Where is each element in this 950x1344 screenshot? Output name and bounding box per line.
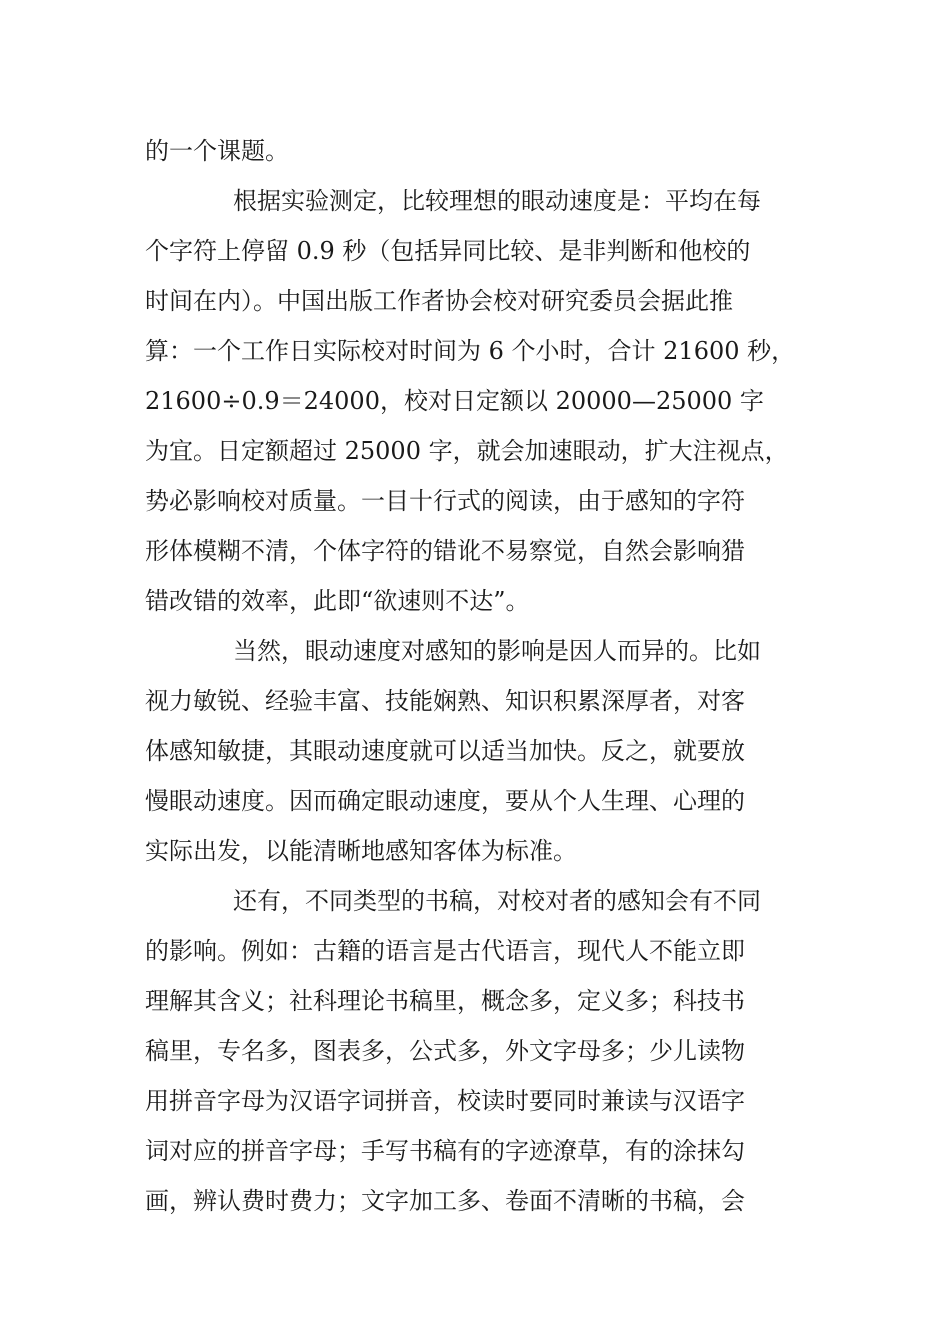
text-line: 错改错的效率，此即“欲速则不达”。 [145, 587, 530, 615]
text-line: 还有，不同类型的书稿，对校对者的感知会有不同 [233, 887, 761, 915]
text-line: 词对应的拼音字母；手写书稿有的字迹潦草，有的涂抹勾 [145, 1137, 745, 1165]
text-line: 用拼音字母为汉语字词拼音，校读时要同时兼读与汉语字 [145, 1087, 745, 1115]
text-line: 21600÷0.9＝24000，校对日定额以 20000—25000 字 [145, 387, 764, 415]
text-line: 个字符上停留 0.9 秒（包括异同比较、是非判断和他校的 [145, 237, 751, 265]
text-line: 理解其含义；社科理论书稿里，概念多，定义多；科技书 [145, 987, 745, 1015]
text-line: 画，辨认费时费力；文字加工多、卷面不清晰的书稿，会 [145, 1187, 745, 1215]
text-line: 当然，眼动速度对感知的影响是因人而异的。比如 [233, 637, 761, 665]
text-line: 慢眼动速度。因而确定眼动速度，要从个人生理、心理的 [145, 787, 745, 815]
text-line: 时间在内）。中国出版工作者协会校对研究委员会据此推 [145, 287, 733, 315]
text-line: 形体模糊不清，个体字符的错讹不易察觉，自然会影响猎 [145, 537, 745, 565]
body-text [145, 126, 825, 1226]
text-line: 根据实验测定，比较理想的眼动速度是：平均在每 [233, 187, 761, 215]
text-line: 稿里，专名多，图表多，公式多，外文字母多；少儿读物 [145, 1037, 745, 1065]
text-line: 视力敏锐、经验丰富、技能娴熟、知识积累深厚者，对客 [145, 687, 745, 715]
text-line: 的一个课题。 [145, 137, 289, 165]
text-line: 的影响。例如：古籍的语言是古代语言，现代人不能立即 [145, 937, 745, 965]
text-line: 算：一个工作日实际校对时间为 6 个小时，合计 21600 秒， [145, 337, 796, 365]
text-line: 为宜。日定额超过 25000 字，就会加速眼动，扩大注视点， [145, 437, 789, 465]
text-line: 势必影响校对质量。一目十行式的阅读，由于感知的字符 [145, 487, 745, 515]
text-line: 体感知敏捷，其眼动速度就可以适当加快。反之，就要放 [145, 737, 745, 765]
text-line: 实际出发，以能清晰地感知客体为标准。 [145, 837, 577, 865]
